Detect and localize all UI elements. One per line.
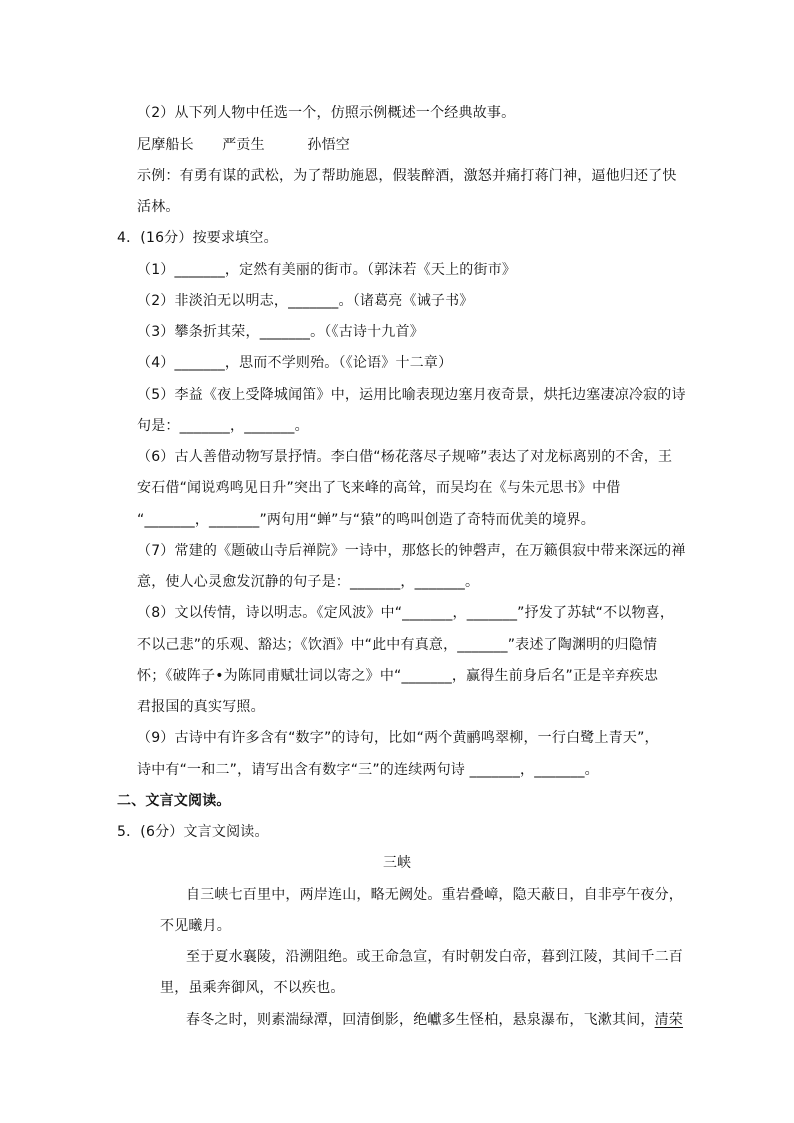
passage-underlined-text: 清荣 xyxy=(654,1012,684,1028)
passage-paragraph-3-line-1 xyxy=(186,1011,683,1029)
question-4-item-3: （3）攀条折其荣，_______。（《古诗十九首》 xyxy=(137,324,424,340)
question-4-item-9-line-2: 诗中有“一和二”，请写出含有数字“三”的连续两句诗 _______，_______。 xyxy=(137,762,599,778)
question-4-item-8-line-4: 君报国的真实写照。 xyxy=(137,699,265,715)
question-4-item-9-line-1: （9）古诗中有许多含有“数字”的诗句，比如“两个黄鹂鸣翠柳，一行白鹭上青天”， xyxy=(137,730,659,746)
question-4-item-5-line-1: （5）李益《夜上受降城闻笛》中，运用比喻表现边塞月夜奇景，烘托边塞凄凉冷寂的诗 xyxy=(137,387,686,403)
example-text-line-2: 活林。 xyxy=(137,199,180,215)
question-4-item-5-line-2: 句是：_______，_______。 xyxy=(137,418,309,434)
question-4-item-1: （1）_______，定然有美丽的街市。（郭沫若《天上的街市》 xyxy=(137,262,517,278)
question-4-heading: 4．(16分）按要求填空。 xyxy=(117,230,278,246)
question-4-item-2: （2）非淡泊无以明志，_______。（诸葛亮《诫子书》 xyxy=(137,293,474,309)
question-4-item-8-line-2: 不以己悲”的乐观、豁达；《饮酒》中“此中有真意，_______”表述了陶渊明的归隐情 xyxy=(137,637,658,653)
character-options: 尼摩船长 严贡生 孙悟空 xyxy=(137,137,350,153)
passage-title: 三峡 xyxy=(383,855,411,871)
question-4-item-7-line-1: （7）常建的《题破山寺后禅院》一诗中，那悠长的钟磬声，在万籁俱寂中带来深远的禅 xyxy=(137,543,686,559)
question-3-part-2-prompt: （2）从下列人物中任选一个，仿照示例概述一个经典故事。 xyxy=(137,105,516,121)
passage-paragraph-2-line-2: 里，虽乘奔御风，不以疾也。 xyxy=(160,980,345,996)
question-4-item-8-line-3: 怀；《破阵子•为陈同甫赋壮词以寄之》中“_______，赢得生前身后名”正是辛弃疾忠 xyxy=(137,668,659,684)
question-4-item-6-line-2: 安石借“闻说鸡鸣见日升”突出了飞来峰的高耸，而吴均在《与朱元思书》中借 xyxy=(137,480,621,496)
example-text-line-1: 示例：有勇有谋的武松，为了帮助施恩，假装醉酒，激怒并痛打蒋门神，逼他归还了快 xyxy=(137,168,677,184)
passage-paragraph-1-line-2: 不见曦月。 xyxy=(160,918,231,934)
question-4-item-8-line-1: （8）文以传情，诗以明志。《定风波》中“_______，_______”抒发了苏轼“不以物喜， xyxy=(137,605,675,621)
question-4-item-4: （4）_______，思而不学则殆。（《论语》十二章） xyxy=(137,355,453,371)
question-5-heading: 5．(6分）文言文阅读。 xyxy=(117,824,269,840)
question-4-item-6-line-3: “_______，_______”两句用“蝉”与“猿”的鸣叫创造了奇特而优美的境界。 xyxy=(137,512,595,528)
question-4-item-6-line-1: （6）古人善借动物写景抒情。李白借“杨花落尽子规啼”表达了对龙标离别的不舍，王 xyxy=(137,449,673,465)
section-2-heading: 二、文言文阅读。 xyxy=(117,793,231,809)
question-4-item-7-line-2: 意，使人心灵愈发沉静的句子是：_______，_______。 xyxy=(137,574,480,590)
passage-paragraph-3-text: 春冬之时，则素湍绿潭，回清倒影，绝巘多生怪柏，悬泉瀑布，飞漱其间， xyxy=(186,1012,655,1028)
passage-paragraph-2-line-1: 至于夏水襄陵，沿溯阻绝。或王命急宣，有时朝发白帝，暮到江陵，其间千二百 xyxy=(186,949,683,965)
passage-paragraph-1-line-1: 自三峡七百里中，两岸连山，略无阙处。重岩叠嶂，隐天蔽日，自非亭午夜分， xyxy=(186,887,683,903)
